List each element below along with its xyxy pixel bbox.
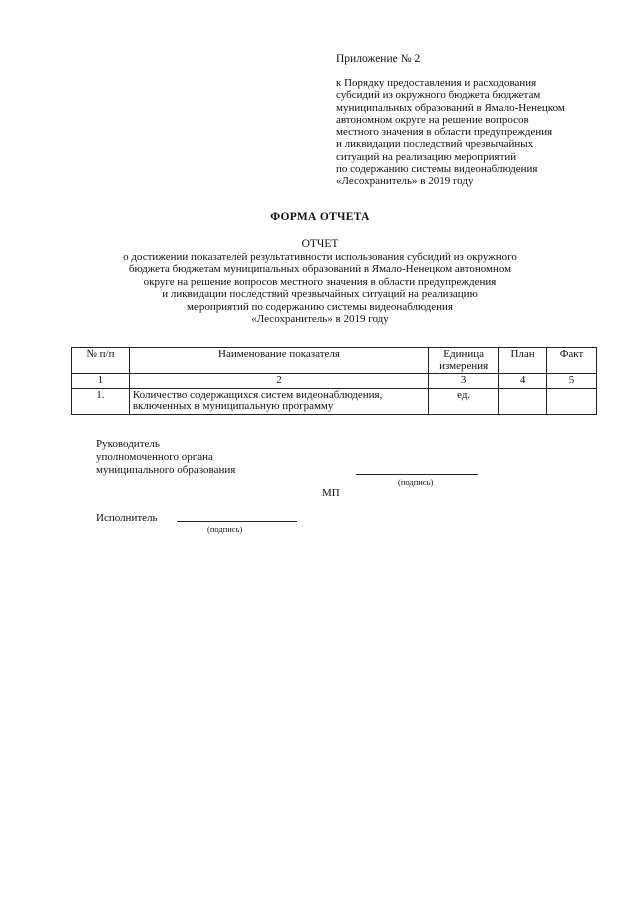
column-number: 1 — [72, 374, 130, 389]
appendix-line: местного значения в области предупреждения — [336, 126, 553, 139]
head-signature-block — [96, 438, 235, 477]
row-fact-cell — [547, 388, 597, 414]
appendix-title: Приложение № 2 — [336, 53, 421, 65]
executor-label: Исполнитель — [96, 512, 158, 524]
report-title: ОТЧЕТ — [301, 238, 339, 250]
appendix-line: субсидий из окружного бюджета бюджетам — [336, 89, 541, 102]
column-number: 2 — [129, 374, 428, 389]
appendix-line: муниципальных образований в Ямало-Ненецком — [336, 101, 565, 114]
header-plan: План — [499, 348, 547, 374]
form-title: ФОРМА ОТЧЕТА — [270, 211, 370, 223]
report-subtitle-line: бюджета бюджетам муниципальных образований в Ямало-Ненецком автономном — [128, 263, 512, 276]
report-subtitle-line: и ликвидации последствий чрезвычайных ситуаций на реализацию — [162, 288, 478, 301]
appendix-line: ситуаций на реализацию мероприятий — [336, 150, 517, 163]
row-plan-cell — [499, 388, 547, 414]
head-signature-caption: (подпись) — [398, 477, 434, 487]
table-column-numbers-row — [72, 374, 597, 389]
appendix-line: и ликвидации последствий чрезвычайных — [336, 138, 534, 151]
column-number: 3 — [429, 374, 499, 389]
head-title-line: муниципального образования — [96, 464, 236, 476]
appendix-line: «Лесохранитель» в 2019 году — [336, 175, 474, 188]
head-signature-line — [356, 474, 478, 475]
executor-signature-caption: (подпись) — [207, 524, 243, 534]
header-unit: Единица измерения — [429, 348, 499, 374]
appendix-line: автономном округе на решение вопросов — [336, 113, 529, 126]
report-subtitle-line: мероприятий по содержанию системы видеонаблюдения — [187, 300, 453, 313]
indicators-table — [71, 347, 597, 415]
table-row — [72, 388, 597, 414]
report-subtitle-line: округе на решение вопросов местного значения в области предупреждения — [143, 275, 497, 288]
header-name: Наименование показателя — [129, 348, 428, 374]
report-subtitle-line: «Лесохранитель» в 2019 году — [251, 313, 389, 326]
row-indicator-name: Количество содержащихся систем видеонаблюдения, включенных в муниципальную программу — [129, 388, 428, 414]
head-title-line: Руководитель — [96, 438, 160, 450]
column-number: 4 — [499, 374, 547, 389]
head-title-line: уполномоченного органа — [96, 451, 213, 463]
table-header-row — [72, 348, 597, 374]
appendix-line: к Порядку предоставления и расходования — [336, 77, 537, 89]
row-unit: ед. — [429, 388, 499, 414]
row-num: 1. — [72, 388, 130, 414]
appendix-reference — [336, 77, 565, 188]
header-fact: Факт — [547, 348, 597, 374]
appendix-line: по содержанию системы видеонаблюдения — [336, 163, 538, 176]
executor-signature-line — [177, 521, 297, 522]
report-subtitle — [0, 251, 640, 325]
report-subtitle-line: о достижении показателей результативности использования субсидий из окружного — [123, 251, 517, 263]
stamp-place: МП — [322, 487, 340, 499]
column-number: 5 — [547, 374, 597, 389]
header-num: № п/п — [72, 348, 130, 374]
